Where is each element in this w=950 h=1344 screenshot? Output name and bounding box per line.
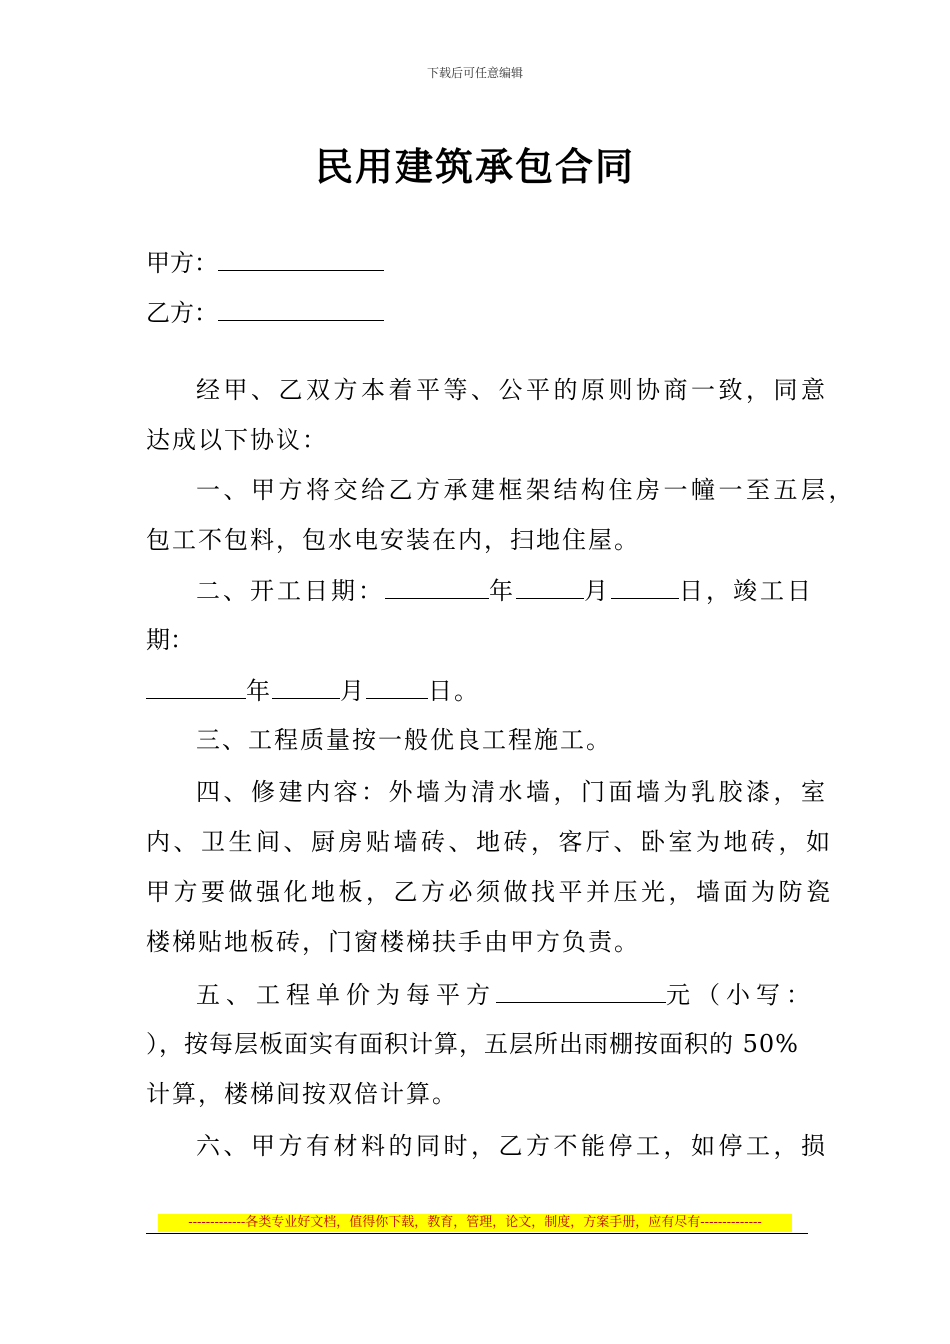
end-day-label: 日。 <box>428 677 480 705</box>
start-day-label: 日，竣工日 <box>679 577 814 605</box>
end-month-blank <box>272 672 340 699</box>
clause-4-line-3: 甲方要做强化地板，乙方必须做找平并压光，墙面为防瓷 <box>146 878 834 906</box>
party-a-label: 甲方： <box>146 249 218 277</box>
end-month-label: 月 <box>340 677 366 705</box>
clause-5-line-2: ），按每层板面实有面积计算，五层所出雨棚按面积的 50% <box>146 1030 799 1058</box>
clause-5-suffix: 元（小写： <box>666 981 816 1009</box>
party-a-line <box>146 244 384 280</box>
party-a-blank <box>218 244 384 271</box>
intro-line-1: 经甲、乙双方本着平等、公平的原则协商一致，同意 <box>196 376 829 404</box>
clause-2-line-3 <box>146 672 480 708</box>
party-b-blank <box>218 294 384 321</box>
clause-2-line-2: 期： <box>146 626 194 654</box>
clause-5-line-1 <box>196 976 816 1012</box>
end-day-blank <box>366 672 428 699</box>
clause-3-line-1: 三、工程质量按一般优良工程施工。 <box>196 726 612 754</box>
start-year-blank <box>385 572 489 599</box>
clause-2-line-1 <box>196 572 814 608</box>
end-year-blank <box>146 672 246 699</box>
clause-4-line-4: 楼梯贴地板砖，门窗楼梯扶手由甲方负责。 <box>146 928 640 956</box>
document-title: 民用建筑承包合同 <box>314 145 635 189</box>
party-b-line <box>146 294 384 330</box>
clause-1-line-2: 包工不包料，包水电安装在内，扫地住屋。 <box>146 526 640 554</box>
clause-2-start-label: 二、开工日期： <box>196 577 385 605</box>
clause-5-line-3: 计算，楼梯间按双倍计算。 <box>146 1080 458 1108</box>
intro-line-2: 达成以下协议： <box>146 426 328 454</box>
clause-4-line-2: 内、卫生间、厨房贴墙砖、地砖，客厅、卧室为地砖，如 <box>146 828 834 856</box>
clause-5-prefix: 五、工程单价为每平方 <box>196 981 496 1009</box>
footer-banner: -------------各类专业好文档，值得你下载，教育，管理，论文，制度，方案手册，应有尽有-------------- <box>158 1214 792 1232</box>
clause-1-line-1: 一、甲方将交给乙方承建框架结构住房一幢一至五层， <box>196 476 856 504</box>
header-note: 下载后可任意编辑 <box>426 66 523 80</box>
start-day-blank <box>611 572 679 599</box>
start-year-label: 年 <box>489 577 516 605</box>
start-month-blank <box>516 572 584 599</box>
unit-price-blank <box>496 976 666 1003</box>
clause-4-line-1: 四、修建内容：外墙为清水墙，门面墙为乳胶漆，室 <box>196 778 829 806</box>
start-month-label: 月 <box>584 577 611 605</box>
clause-6-line-1: 六、甲方有材料的同时，乙方不能停工，如停工，损 <box>196 1132 829 1160</box>
party-b-label: 乙方： <box>146 299 218 327</box>
footer-divider <box>146 1233 808 1234</box>
end-year-label: 年 <box>246 677 272 705</box>
